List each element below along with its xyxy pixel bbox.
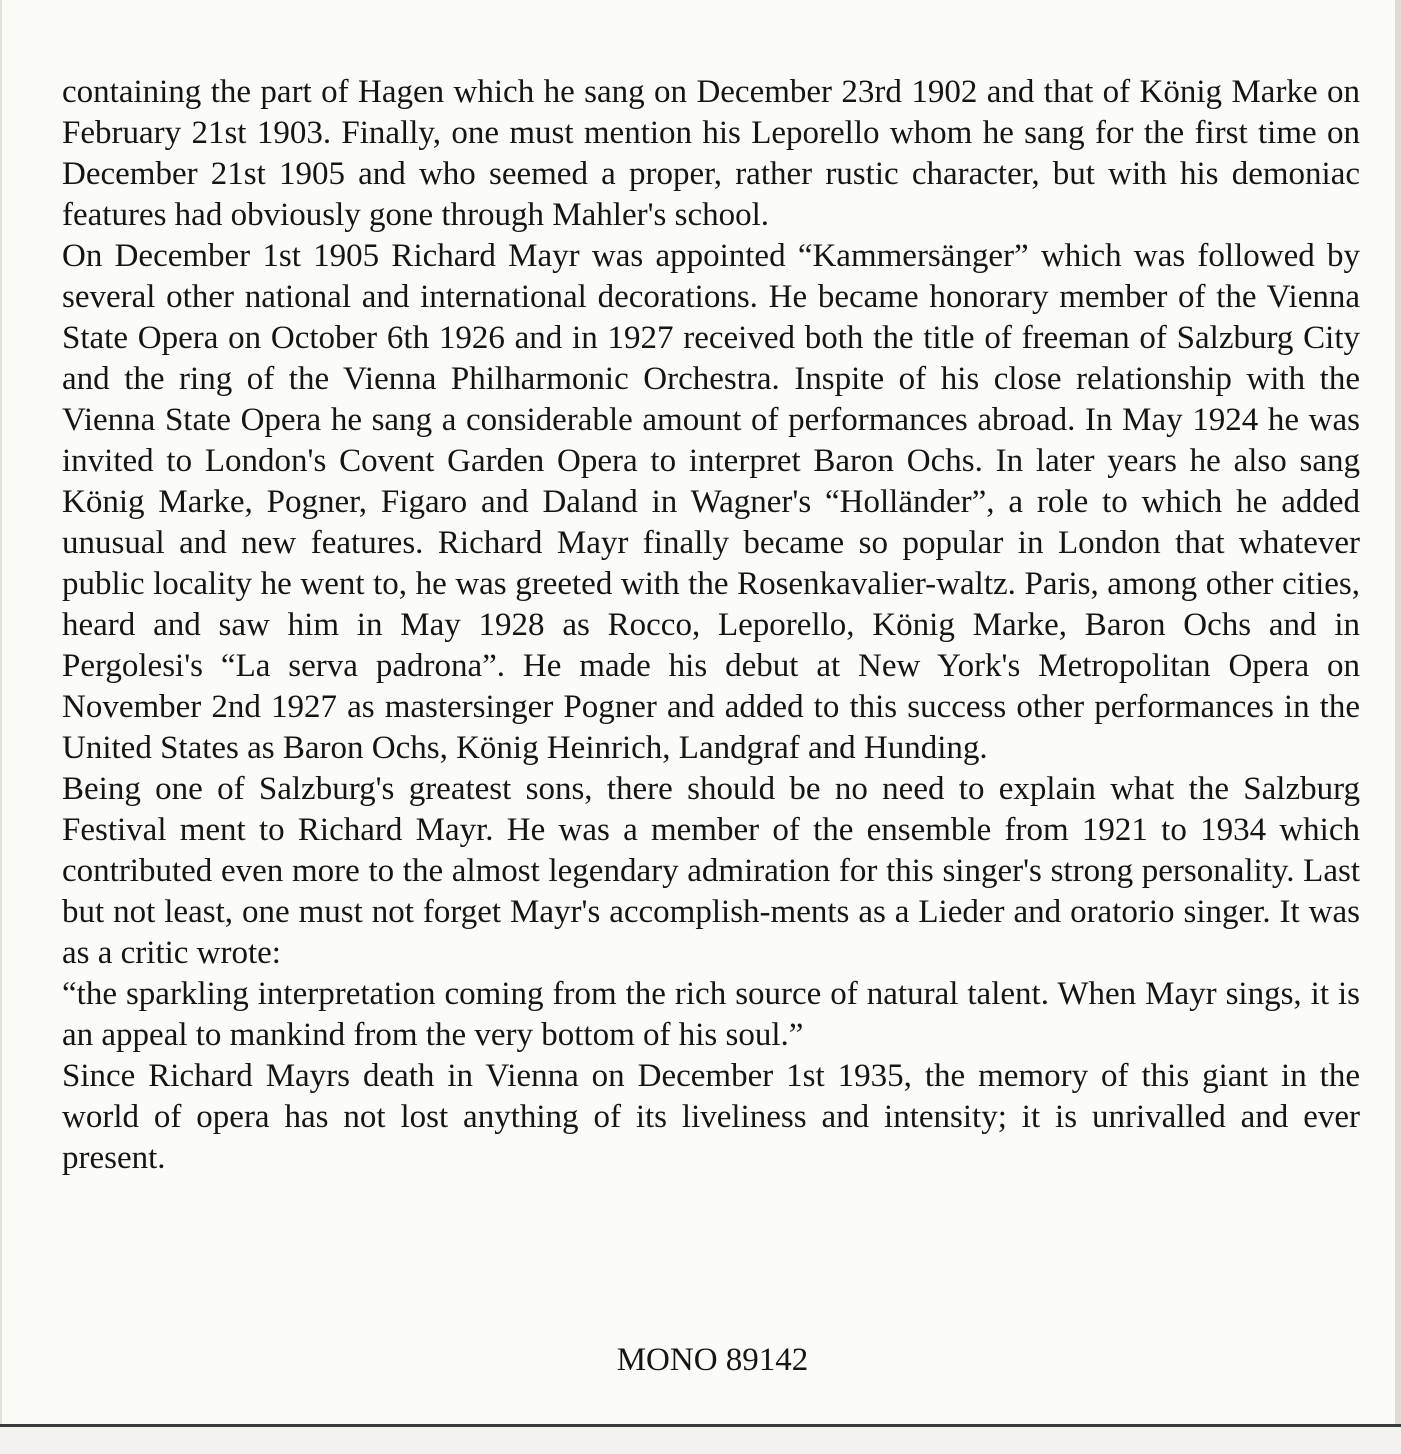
paragraph-critic-quote: “the sparkling interpretation coming from the rich source of natural talent. When Mayr sings, it is an appeal to mankind from the very bottom of his soul.” bbox=[62, 976, 1360, 1053]
paragraph-death: Since Richard Mayrs death in Vienna on December 1st 1935, the memory of this giant in the world of opera has not lost anything of its liveliness and intensity; it is unrivalled and ever present. bbox=[62, 1058, 1360, 1176]
paragraph-salzburg-festival: Being one of Salzburg's greatest sons, there should be no need to explain what the Salzburg Festival ment to Richard Mayr. He was a member of the ensemble from 1921 to 1934 which contributed even more to the almost legendary admiration for this singer's strong personality. Last but not least, one must not forget Mayr's accomplish-ments as a Lieder and oratorio singer. It was as a critic wrote: bbox=[62, 771, 1360, 971]
catalog-number: MONO 89142 bbox=[616, 1342, 809, 1378]
background-strip bbox=[0, 1427, 1401, 1454]
paragraph-kammersaenger: On December 1st 1905 Richard Mayr was appointed “Kammersänger” which was followed by several other national and international decorations. He became honorary member of the Vienna State Opera on October 6th 1926 and in 1927 received both the title of freeman of Salzburg City and the ring of the Vienna Philharmonic Orchestra. Inspite of his close relationship with the Vienna State Opera he sang a considerable amount of performances abroad. In May 1924 he was invited to London's Covent Garden Opera to interpret Baron Ochs. In later years he also sang König Marke, Pogner, Figaro and Daland in Wagner's “Holländer”, a role to which he added unusual and new features. Richard Mayr finally became so popular in London that whatever public locality he went to, he was greeted with the Rosenkavalier-waltz. Paris, among other cities, heard and saw him in May 1928 as Rocco, Leporello, König Marke, Baron Ochs and in Pergolesi's “La serva padrona”. He made his debut at New York's Metropolitan Opera on November 2nd 1927 as mastersinger Pogner and added to this success other performances in the United States as Baron Ochs, König Heinrich, Landgraf and Hunding. bbox=[62, 238, 1360, 766]
biography-text bbox=[62, 72, 1360, 1179]
paragraph-hagen-leporello: containing the part of Hagen which he sang on December 23rd 1902 and that of König Marke on February 21st 1903. Finally, one must mention his Leporello whom he sang for the first time on December 21st 1905 and who seemed a proper, rather rustic character, but with his demoniac features had obviously gone through Mahler's school. bbox=[62, 74, 1360, 233]
